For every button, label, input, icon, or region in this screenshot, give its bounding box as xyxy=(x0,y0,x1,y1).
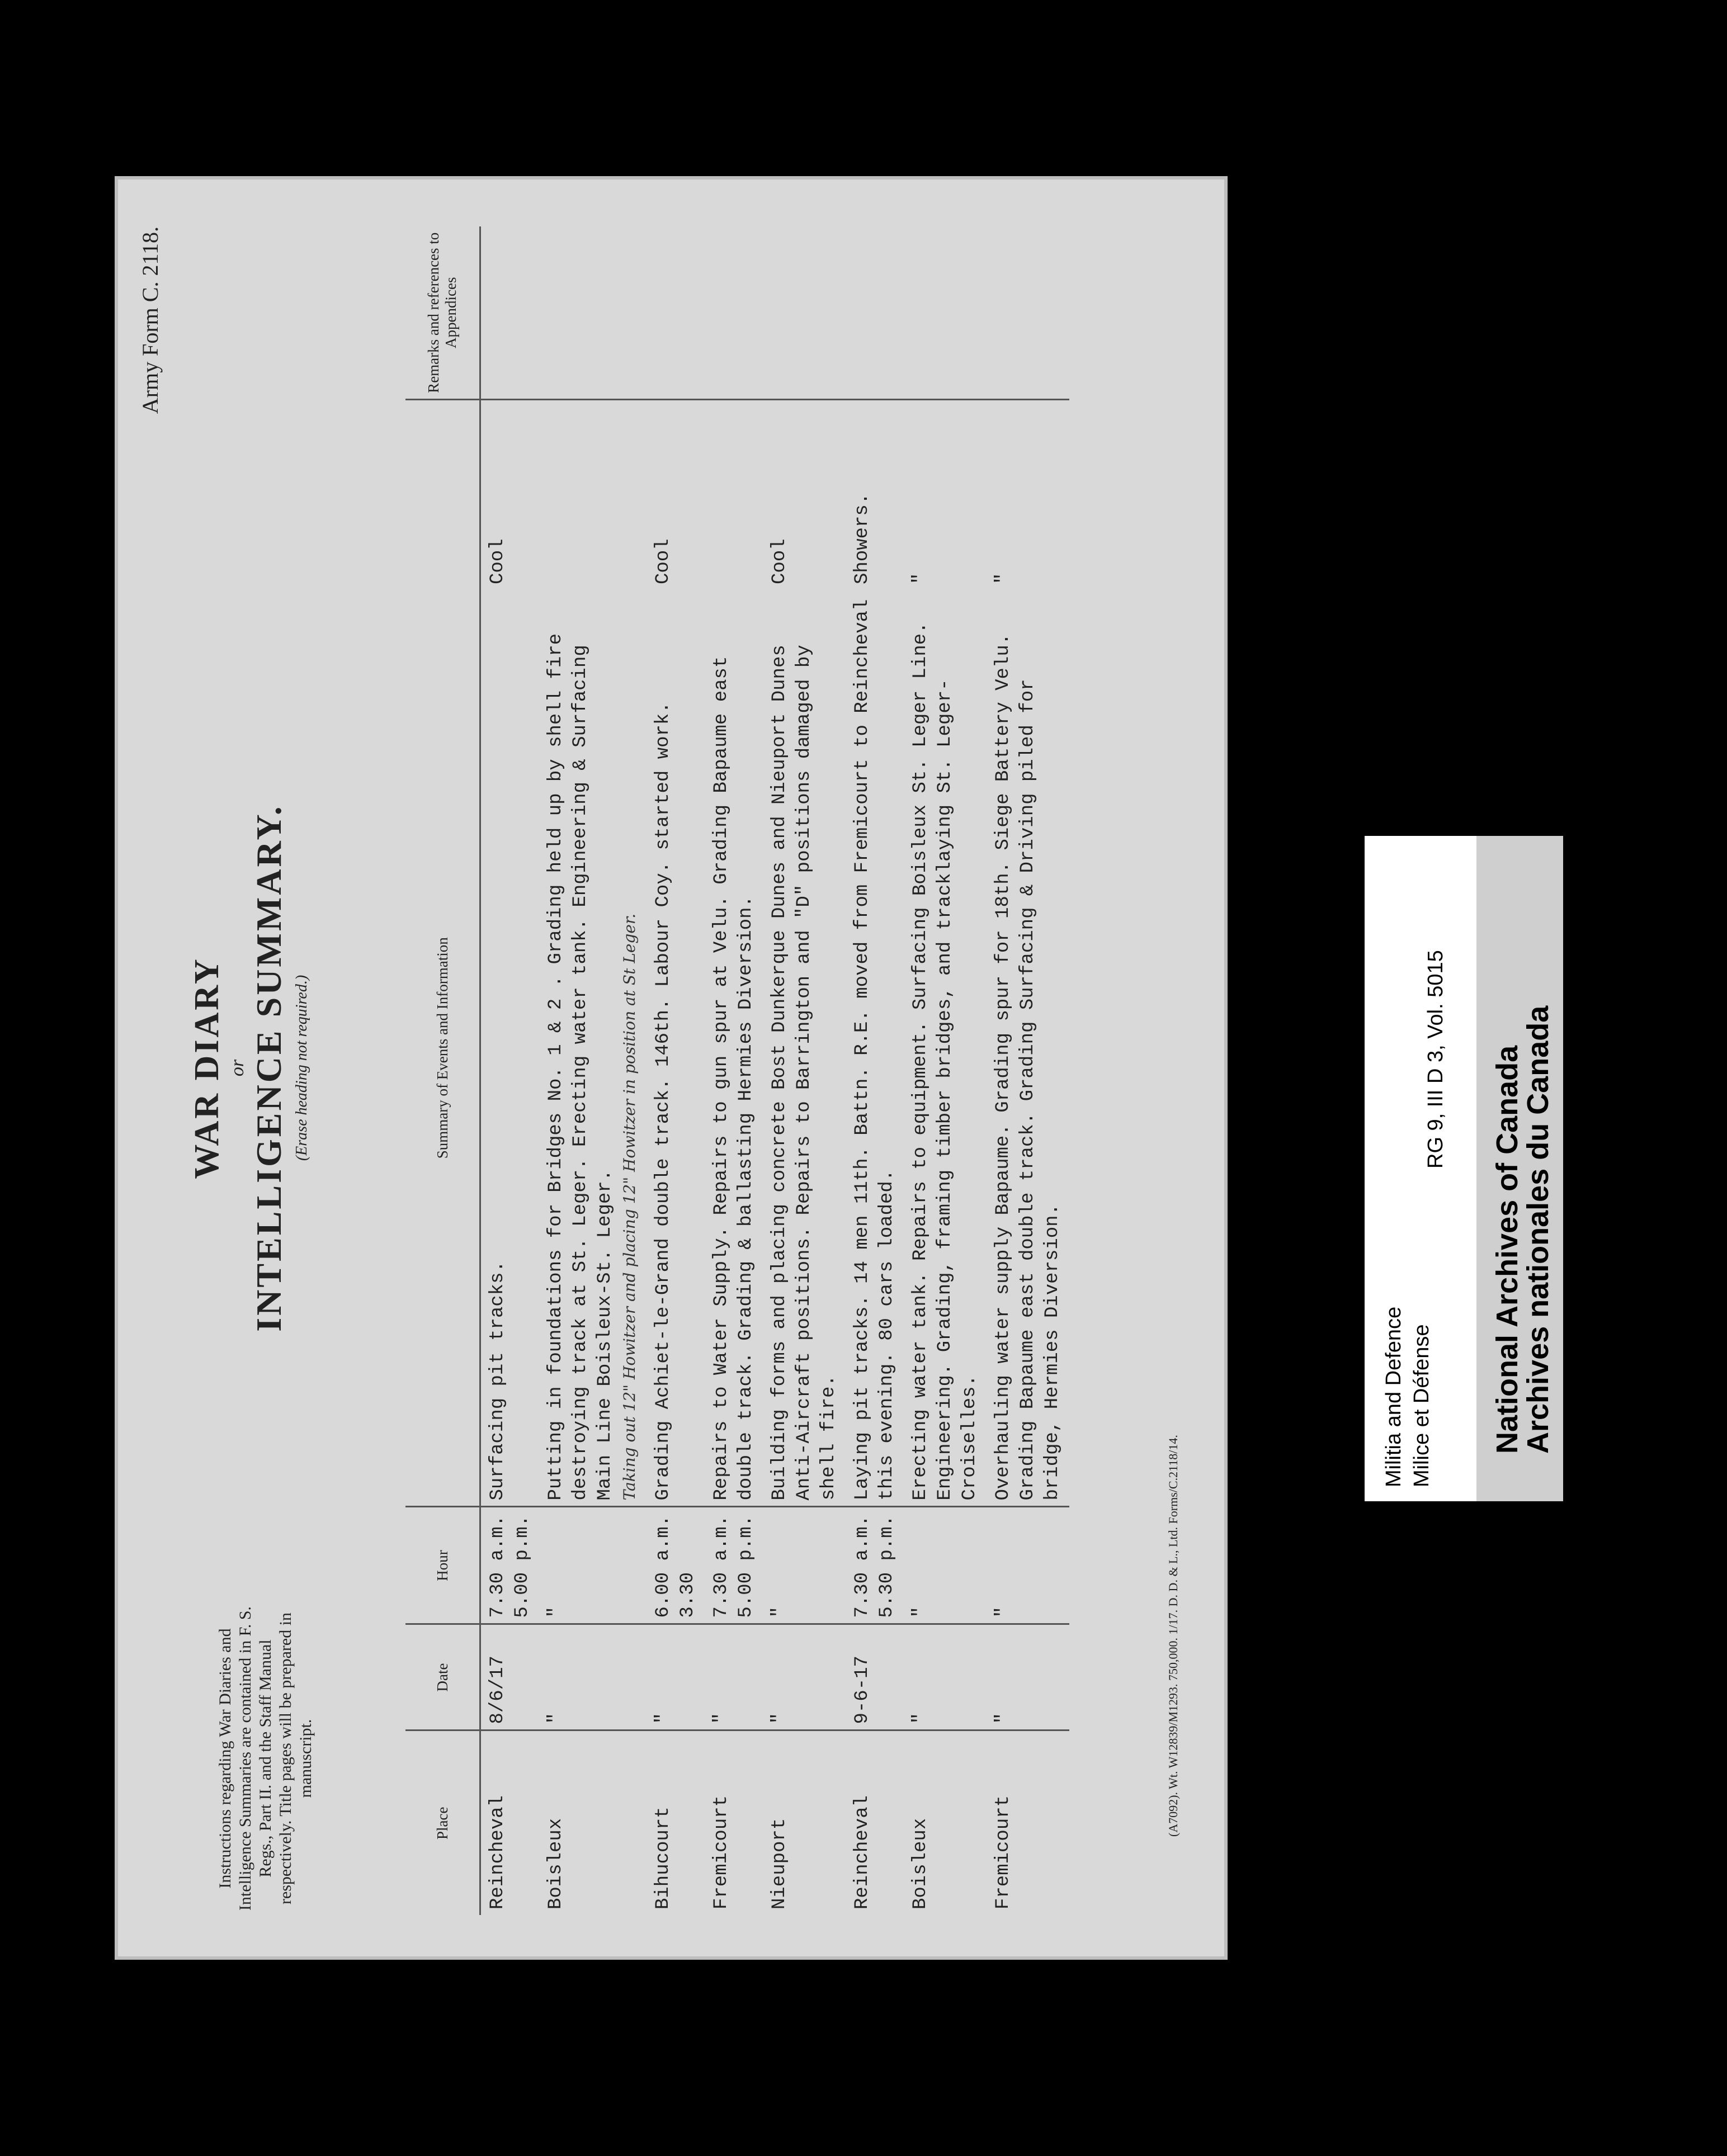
title-intelligence-summary: INTELLIGENCE SUMMARY. xyxy=(249,804,289,1332)
row-weather: Cool xyxy=(480,400,540,590)
row-hour: 7.30 a.m. 5.00 p.m. xyxy=(705,1507,763,1624)
label-archives-fr: Archives nationales du Canada xyxy=(1521,1005,1555,1454)
row-remarks xyxy=(846,226,904,400)
row-summary-text: Repairs to Water Supply. Repairs to gun spur at Velu. Grading Bapaume east double track. Grading & ballasting Hermies Diversion. xyxy=(711,645,757,1501)
row-date: " xyxy=(904,1624,987,1731)
label-reference: RG 9, III D 3, Vol. 5015 xyxy=(1424,950,1447,1169)
label-dept-en: Militia and Defence xyxy=(1382,1306,1405,1487)
row-summary-text: Grading Achiet-le-Grand double track. 146th. Labour Coy. started work. xyxy=(653,702,674,1501)
row-hour: 6.00 a.m. 3.30 xyxy=(647,1507,705,1624)
row-remarks xyxy=(647,226,705,400)
title-note: (Erase heading not required.) xyxy=(293,975,310,1161)
label-archives-en: National Archives of Canada xyxy=(1490,1045,1524,1454)
table-row xyxy=(480,226,540,1915)
header-date: Date xyxy=(405,1624,480,1731)
row-date: " xyxy=(539,1624,647,1731)
table-row xyxy=(987,226,1069,1915)
row-summary xyxy=(987,590,1069,1507)
row-summary xyxy=(904,590,987,1507)
row-place: Nieuport xyxy=(763,1731,846,1915)
header-place: Place xyxy=(405,1731,480,1915)
table-row xyxy=(763,226,846,1915)
header-weather xyxy=(405,400,480,590)
row-weather: " xyxy=(904,400,987,590)
row-weather: Cool xyxy=(763,400,846,590)
row-remarks xyxy=(480,226,540,400)
row-summary-text: Putting in foundations for Bridges No. 1 & 2 . Grading held up by shell fire destroying track at St. Leger. Erecting water tank. Engineering & Surfacing Main Line Boisleux-St. Leger. xyxy=(545,622,616,1501)
row-remarks xyxy=(763,226,846,400)
label-dept-fr: Milice et Défense xyxy=(1410,1324,1433,1487)
row-summary xyxy=(539,590,647,1507)
form-id: Army Form C. 2118. xyxy=(138,226,163,414)
table-row xyxy=(904,226,987,1915)
header-remarks: Remarks and references to Appendices xyxy=(405,226,480,400)
row-handwritten-note: Taking out 12" Howitzer and placing 12" Howitzer in position at St Leger. xyxy=(620,913,639,1501)
table-row xyxy=(647,226,705,1915)
row-weather: Cool xyxy=(647,400,705,590)
row-summary-text: Laying pit tracks. 14 men 11th. Battn. R.E. moved from Fremicourt to Reincheval this evening. 80 cars loaded. xyxy=(852,588,898,1501)
row-hour: " xyxy=(539,1507,647,1624)
row-summary xyxy=(480,590,540,1507)
row-place: Bihucourt xyxy=(647,1731,705,1915)
row-summary xyxy=(763,590,846,1507)
row-summary-text: Erecting water tank. Repairs to equipment. Surfacing Boisleux St. Leger Line. Engineering. Grading, framing timber bridges, and tracklaying St. Leger-Croiselles. xyxy=(910,611,980,1501)
table-header-row xyxy=(405,226,480,1915)
row-date: 8/6/17 xyxy=(480,1624,540,1731)
row-place: Boisleux xyxy=(539,1731,647,1915)
row-hour: " xyxy=(763,1507,846,1624)
diary-table xyxy=(405,226,1069,1915)
header-summary: Summary of Events and Information xyxy=(405,590,480,1507)
row-remarks xyxy=(987,226,1069,400)
row-date: " xyxy=(987,1624,1069,1731)
row-place: Reincheval xyxy=(480,1731,540,1915)
row-weather xyxy=(705,400,763,590)
row-summary xyxy=(846,590,904,1507)
title-or: or xyxy=(227,1059,248,1077)
row-place: Boisleux xyxy=(904,1731,987,1915)
row-date: " xyxy=(647,1624,705,1731)
row-place: Fremicourt xyxy=(987,1731,1069,1915)
row-summary-text: Surfacing pit tracks. xyxy=(487,1261,508,1501)
row-summary-text: Overhauling water supply Bapaume. Grading spur for 18th. Siege Battery Velu. Grading Bapaume east double track. Grading Surfacing & Driving piled for bridge, Hermies Diversion. xyxy=(993,622,1063,1501)
table-row xyxy=(539,226,647,1915)
row-summary xyxy=(647,590,705,1507)
page-title xyxy=(187,176,311,1960)
row-summary xyxy=(705,590,763,1507)
row-summary-text: Building forms and placing concrete Bost Dunkerque Dunes and Nieuport Dunes Anti-Aircraft positions. Repairs to Barrington and "D" positions damaged by shell fire. xyxy=(769,633,839,1501)
row-remarks xyxy=(904,226,987,400)
row-hour: " xyxy=(987,1507,1069,1624)
row-hour: 7.30 a.m. 5.30 p.m. xyxy=(846,1507,904,1624)
row-remarks xyxy=(705,226,763,400)
row-hour: " xyxy=(904,1507,987,1624)
instructions-text: Instructions regarding War Diaries and Intelligence Summaries are contained in F. S. Regs., Part II. and the Staff Manual respectively. Title pages will be prepared in manuscript. xyxy=(216,1606,315,1911)
title-war-diary: WAR DIARY xyxy=(188,957,226,1179)
printer-imprint: (A7092). Wt. W12839/M1293. 750,000. 1/17. D. D. & L., Ltd. Forms/C.2118/14. xyxy=(1166,1435,1180,1837)
row-date: " xyxy=(705,1624,763,1731)
row-hour: 7.30 a.m. 5.00 p.m. xyxy=(480,1507,540,1624)
row-date: " xyxy=(763,1624,846,1731)
row-remarks xyxy=(539,226,647,400)
row-date: 9-6-17 xyxy=(846,1624,904,1731)
row-weather xyxy=(539,400,647,590)
header-hour: Hour xyxy=(405,1507,480,1624)
row-weather: " xyxy=(987,400,1069,590)
row-weather: Showers. xyxy=(846,400,904,590)
war-diary-sheet xyxy=(115,176,1228,1960)
rotated-page-content xyxy=(115,176,1228,1960)
table-row xyxy=(846,226,904,1915)
row-place: Reincheval xyxy=(846,1731,904,1915)
table-row xyxy=(705,226,763,1915)
row-place: Fremicourt xyxy=(705,1731,763,1915)
